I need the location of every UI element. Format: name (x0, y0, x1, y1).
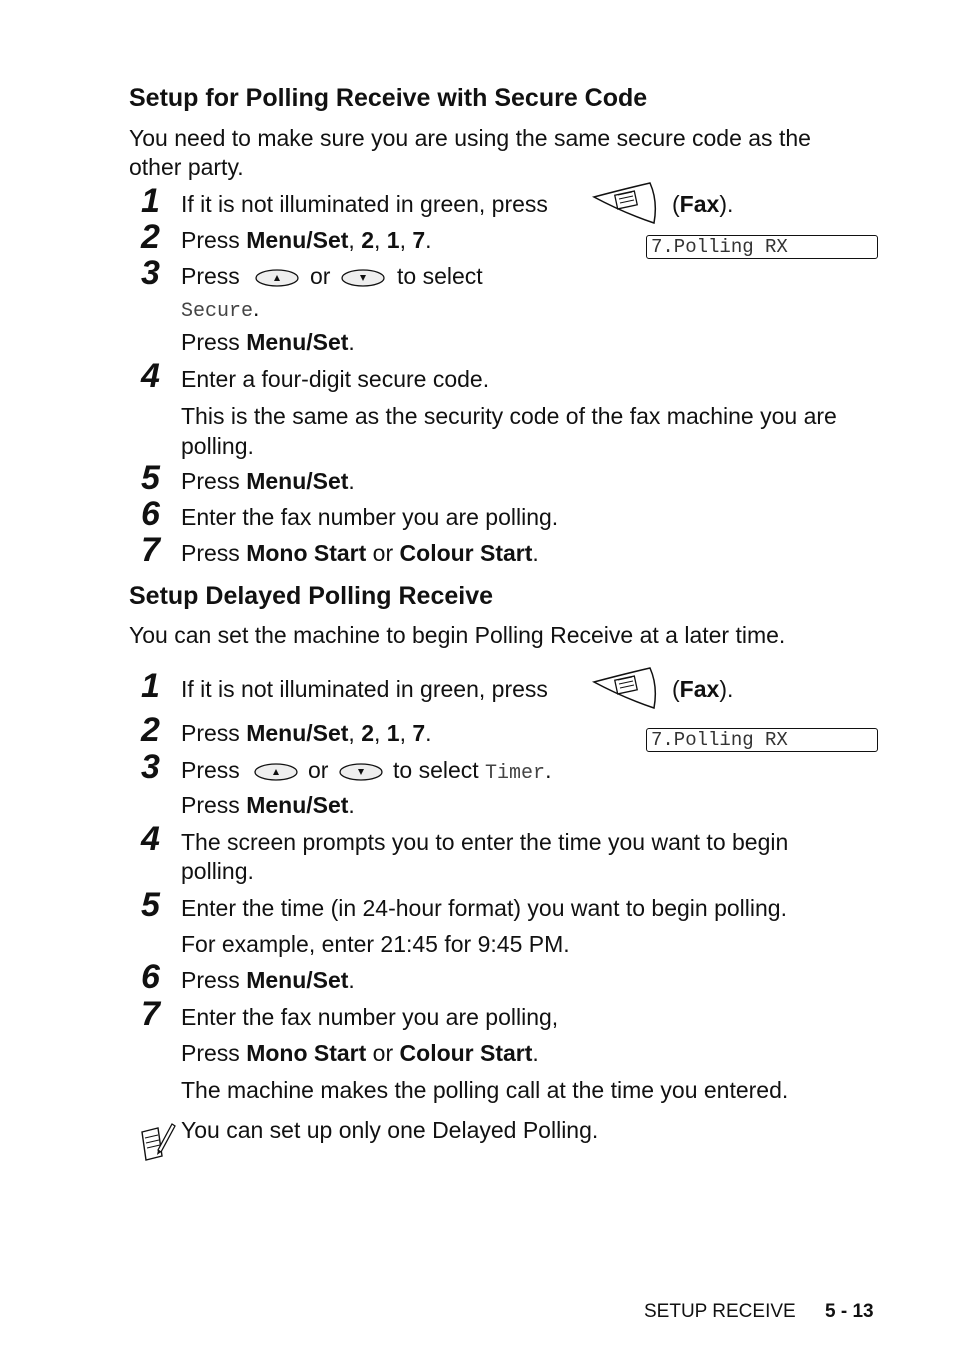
menu-set-key: Menu/Set (246, 967, 349, 993)
step-text: Enter a four-digit secure code. (181, 366, 490, 392)
intro-line-1: You need to make sure you are using the same secure code as the (129, 125, 811, 151)
step-number: 6 (141, 495, 160, 533)
period: . (532, 540, 539, 566)
or-text: or (366, 540, 400, 566)
to-select: to select (393, 757, 479, 783)
option-timer: Timer (485, 762, 546, 785)
section-heading-secure-code: Setup for Polling Receive with Secure Code (129, 84, 648, 112)
mono-start-key: Mono Start (246, 1040, 367, 1066)
step-number: 7 (141, 531, 160, 569)
up-arrow-key-icon (254, 762, 298, 782)
step-pre: Press (181, 227, 247, 253)
step-pre: Press (181, 720, 247, 746)
key-2: 2 (361, 720, 374, 746)
period: . (425, 720, 432, 746)
paren-open: ( (672, 191, 680, 217)
or-text: or (366, 1040, 400, 1066)
step-number: 4 (141, 357, 160, 395)
period: . (425, 227, 432, 253)
intro-text: You can set the machine to begin Polling Receive at a later time. (129, 622, 786, 648)
paren-open: ( (672, 676, 680, 702)
step-number: 2 (141, 218, 160, 256)
step-note-1: This is the same as the security code of the fax machine you are (181, 403, 837, 429)
menu-set-key: Menu/Set (246, 720, 349, 746)
mono-start-key: Mono Start (246, 540, 367, 566)
fax-label (672, 675, 733, 704)
paren-close: ). (719, 191, 734, 217)
step-number: 3 (141, 748, 160, 786)
separator: , (348, 227, 362, 253)
period: . (348, 468, 355, 494)
note-pencil-icon (136, 1120, 176, 1162)
colour-start-key: Colour Start (399, 540, 533, 566)
step-text (181, 190, 548, 219)
intro-line-2: other party. (129, 154, 244, 180)
step-note-2: polling. (181, 433, 254, 459)
step-number: 3 (141, 254, 160, 292)
separator: , (399, 720, 413, 746)
or-text: or (308, 757, 329, 783)
down-arrow-key-icon (339, 762, 383, 782)
step-text: Press (181, 263, 240, 289)
menu-set-key: Menu/Set (246, 329, 349, 355)
separator: , (374, 227, 387, 253)
menu-option (181, 294, 259, 326)
step-number: 5 (141, 886, 160, 924)
key-1: 1 (386, 720, 400, 746)
fax-bold: Fax (679, 191, 720, 217)
footer-page-number: 5 - 13 (825, 1301, 874, 1322)
step-pre: Press (181, 1040, 247, 1066)
menu-set-key: Menu/Set (246, 468, 349, 494)
step-text (181, 791, 355, 820)
step-pre: Press (181, 329, 247, 355)
step-text-line-1: The screen prompts you to enter the time you want to begin (181, 829, 789, 855)
step-text (181, 966, 355, 995)
step-text (181, 467, 355, 496)
step-pre: Press (181, 540, 247, 566)
step-text (181, 539, 539, 568)
colour-start-key: Colour Start (399, 1040, 533, 1066)
separator: , (399, 227, 413, 253)
step-text (181, 1039, 539, 1068)
step-text: Enter the fax number you are polling, (181, 1004, 559, 1030)
fax-bold: Fax (679, 676, 720, 702)
step-text: Enter the fax number you are polling. (181, 504, 559, 530)
step-number: 2 (141, 711, 160, 749)
step-text-line-2: polling. (181, 858, 254, 884)
fax-key-icon (590, 666, 662, 710)
or-text: or (310, 263, 331, 289)
key-7: 7 (412, 720, 426, 746)
step-pre: Press (181, 468, 247, 494)
period: . (348, 967, 355, 993)
step-text (181, 226, 432, 255)
step-note: For example, enter 21:45 for 9:45 PM. (181, 931, 570, 957)
step-note: The machine makes the polling call at the time you entered. (181, 1077, 789, 1103)
step-text: Enter the time (in 24-hour format) you want to begin polling. (181, 895, 787, 921)
down-arrow-key-icon (341, 268, 385, 288)
step-text (181, 719, 432, 748)
step-pre: Press (181, 792, 247, 818)
step-pre: Press (181, 967, 247, 993)
fax-key-icon (590, 181, 662, 225)
option-secure: Secure (181, 300, 254, 323)
to-select-text: to select (397, 263, 483, 289)
note-text: You can set up only one Delayed Polling. (181, 1117, 599, 1143)
step-text: Press (181, 757, 240, 783)
section-heading-delayed-polling: Setup Delayed Polling Receive (129, 582, 494, 610)
lcd-display: 7.Polling RX (646, 728, 878, 752)
key-2: 2 (361, 227, 374, 253)
lcd-display: 7.Polling RX (646, 235, 878, 259)
period: . (348, 792, 355, 818)
period: . (253, 295, 260, 321)
fax-label (672, 190, 733, 219)
key-7: 7 (412, 227, 426, 253)
step-text (181, 328, 355, 357)
period: . (545, 757, 552, 783)
step-text-pre: If it is not illuminated in green, press (181, 191, 548, 217)
menu-set-key: Menu/Set (246, 792, 349, 818)
period: . (348, 329, 355, 355)
step-text: If it is not illuminated in green, press (181, 676, 548, 702)
menu-set-key: Menu/Set (246, 227, 349, 253)
key-1: 1 (386, 227, 400, 253)
up-arrow-key-icon (255, 268, 299, 288)
footer-section: SETUP RECEIVE (644, 1301, 796, 1322)
period: . (532, 1040, 539, 1066)
step-number: 6 (141, 958, 160, 996)
step-number: 5 (141, 459, 160, 497)
paren-close: ). (719, 676, 734, 702)
step-number: 7 (141, 995, 160, 1033)
step-number: 4 (141, 820, 160, 858)
step-number: 1 (141, 667, 160, 705)
to-select-text (393, 756, 551, 788)
step-number: 1 (141, 182, 160, 220)
separator: , (374, 720, 387, 746)
separator: , (348, 720, 362, 746)
